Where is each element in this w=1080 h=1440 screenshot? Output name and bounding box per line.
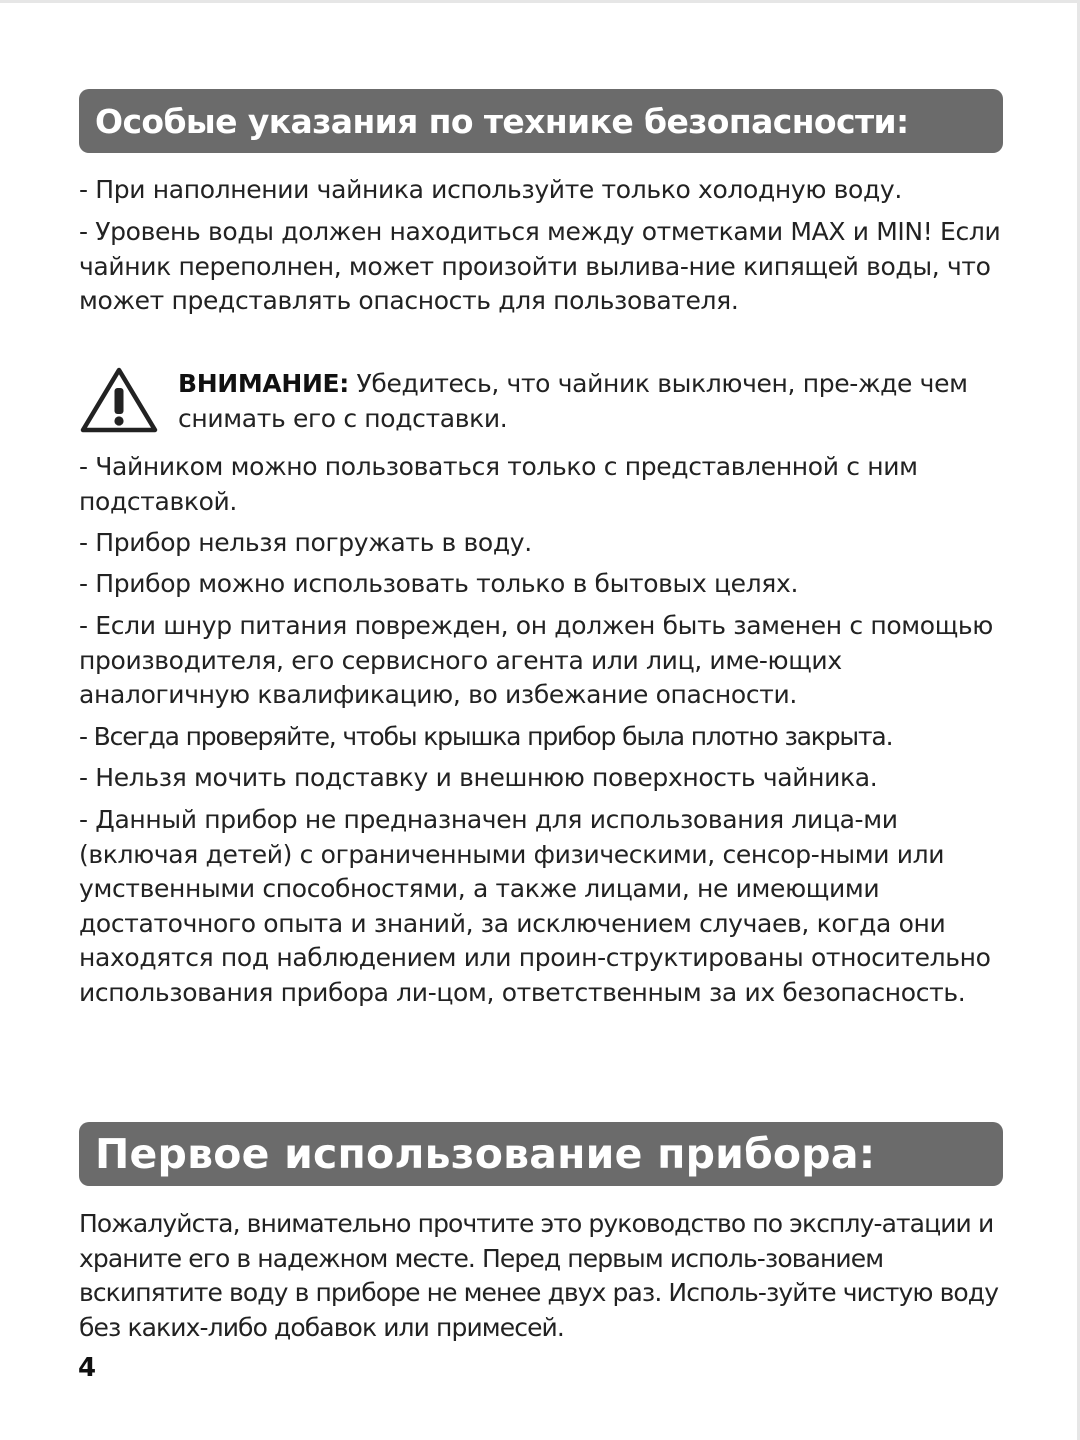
warning-message: Убедитесь, что чайник выключен, пре-жде чем снимать его с подставки. (178, 369, 968, 433)
warning-block (79, 364, 1009, 438)
safety-item-cold-water: - При наполнении чайника используйте только холодную воду. (79, 175, 902, 204)
safety-item-household-use: - Прибор можно использовать только в бытовых целях. (79, 569, 799, 598)
safety-item-no-immersion: - Прибор нельзя погружать в воду. (79, 528, 532, 557)
first-use-text: Пожалуйста, внимательно прочтите это руководство по эксплу-атации и храните его в надежном месте. Перед первым исполь-зованием вскипятите воду в приборе не менее двух раз. Исполь-зуйте чистую воду без каких-либо добавок или примесей. (79, 1209, 999, 1342)
safety-item-wetting: - Нельзя мочить подставку и внешнюю поверхность чайника. (79, 763, 878, 792)
page-number: 4 (78, 1353, 97, 1383)
section-heading-safety (79, 89, 1003, 153)
warning-triangle-icon (79, 366, 159, 434)
safety-item-restricted-users: - Данный прибор не предназначен для использования лица-ми (включая детей) с ограниченными физическими, сенсор-ными или умственными способностями, а также лицами, не имеющими достаточного опыта и знаний, за исключением случаев, когда они находятся под наблюдением или проин-структированы относительно использования прибора ли-цом, ответственным за их безопасность. (79, 805, 991, 1007)
safety-item-water-level: - Уровень воды должен находиться между отметками MAX и MIN! Если чайник переполнен, может произойти вылива-ние кипящей воды, что может представлять опасность для пользователя. (79, 217, 1001, 316)
section-heading-safety-text: Особые указания по технике безопасности: (95, 101, 909, 141)
warning-text (178, 367, 998, 436)
section-heading-first-use (79, 1122, 1003, 1186)
safety-item-power-cord: - Если шнур питания поврежден, он должен быть заменен с помощью производителя, его сервисного агента или лиц, име-ющих аналогичную квалификацию, во избежание опасности. (79, 611, 993, 710)
section-heading-first-use-text: Первое использование прибора: (95, 1130, 876, 1178)
safety-item-base: - Чайником можно пользоваться только с представленной с ним подставкой. (79, 452, 918, 516)
safety-item-lid: - Всегда проверяйте, чтобы крышка прибор была плотно закрыта. (79, 722, 893, 751)
warning-label: ВНИМАНИЕ: (178, 369, 349, 398)
